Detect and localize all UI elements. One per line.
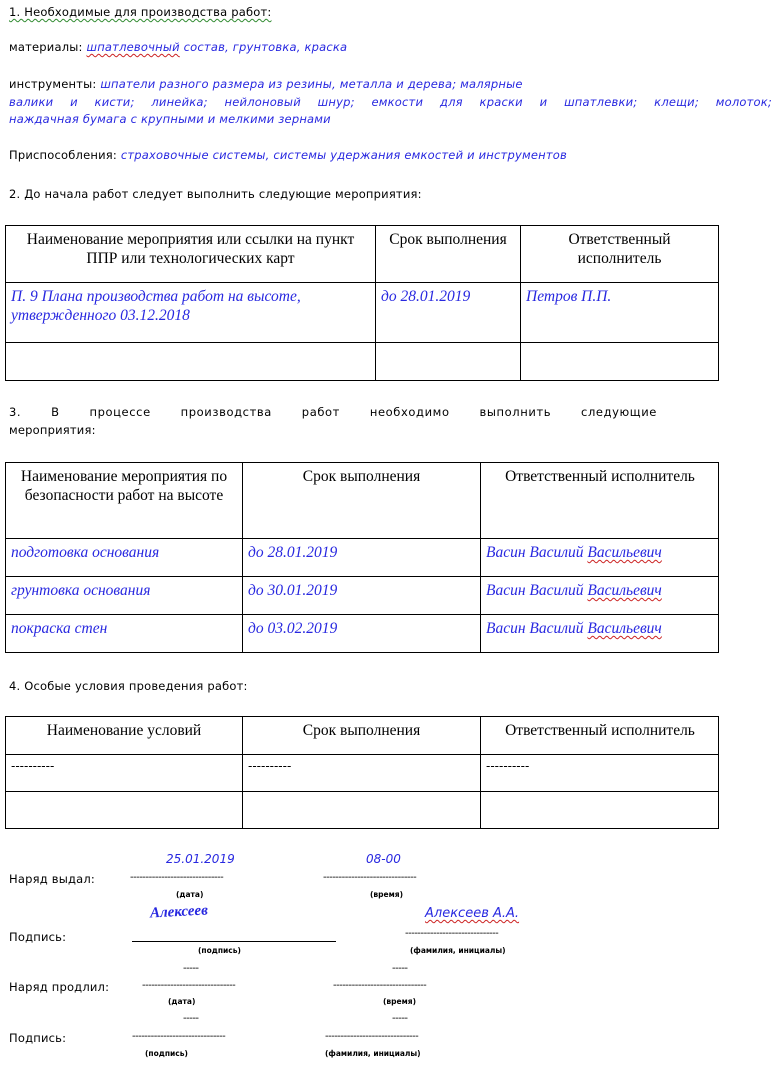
extended-time-line: ------------------------------	[333, 980, 427, 991]
dash-short: -----	[183, 1013, 199, 1024]
table-cell: ----------	[6, 755, 243, 792]
dash-short: -----	[392, 1013, 408, 1024]
table-row	[6, 343, 719, 381]
materials-line	[9, 40, 347, 54]
column-header: Ответственный исполнитель	[521, 226, 719, 283]
issued-date-line: ------------------------------	[130, 872, 224, 883]
issued-date-value: 25.01.2019	[166, 852, 235, 866]
table-row	[6, 577, 719, 615]
section3-heading-line1: 3. В процессе производства работ необходимо выполнить следующие	[9, 405, 657, 419]
table-cell: до 30.01.2019	[243, 577, 481, 615]
date-caption: (дата)	[176, 890, 204, 899]
column-header: Наименование мероприятия или ссылки на пункт ППР или технологических карт	[6, 226, 376, 283]
column-header: Срок выполнения	[243, 717, 481, 755]
tools-label: инструменты:	[9, 77, 97, 91]
issued-time-line: ------------------------------	[323, 872, 417, 883]
section2-heading: 2. До начала работ следует выполнить следующие мероприятия:	[9, 187, 422, 201]
table-cell: до 28.01.2019	[376, 283, 521, 343]
signer-name-value: Алексеев А.А.	[425, 906, 520, 921]
responsible-last: Васильевич	[587, 582, 662, 599]
materials-label: материалы:	[9, 40, 83, 54]
devices-label: Приспособления:	[9, 148, 117, 162]
table-row	[6, 539, 719, 577]
materials-value-2: состав, грунтовка, краска	[183, 40, 348, 54]
signature-line	[132, 941, 336, 942]
table-cell: грунтовка основания	[6, 577, 243, 615]
issued-label: Наряд выдал:	[9, 872, 95, 886]
table-cell	[6, 792, 243, 829]
table-header-row	[6, 463, 719, 539]
signature-caption: (подпись)	[145, 1049, 188, 1058]
extended-date-line: ------------------------------	[142, 980, 236, 991]
section4-table	[5, 716, 719, 829]
table-cell: до 28.01.2019	[243, 539, 481, 577]
column-header: Срок выполнения	[376, 226, 521, 283]
table-cell	[481, 577, 719, 615]
table-cell: П. 9 Плана производства работ на высоте, утвержденного 03.12.2018	[6, 283, 376, 343]
table-cell	[481, 539, 719, 577]
responsible-last: Васильевич	[587, 620, 662, 637]
section3-heading-line2: мероприятия:	[9, 423, 96, 437]
materials-value-1: шпатлевочный	[86, 40, 180, 54]
tools-value-line1: шпатели разного размера из резины, металла и дерева; малярные	[100, 77, 523, 91]
devices-value: страховочные системы, системы удержания емкостей и инструментов	[120, 148, 567, 162]
section4-heading: 4. Особые условия проведения работ:	[9, 679, 248, 693]
tools-value-line3: наждачная бумага с крупными и мелкими зернами	[9, 112, 331, 126]
table-cell	[243, 792, 481, 829]
table-row	[6, 755, 719, 792]
responsible-first: Васин Василий	[486, 620, 588, 637]
column-header: Ответственный исполнитель	[481, 463, 719, 539]
table-cell: Петров П.П.	[521, 283, 719, 343]
section1-heading: 1. Необходимые для производства работ:	[9, 5, 272, 19]
column-header: Ответственный исполнитель	[481, 717, 719, 755]
dash-short: -----	[392, 963, 408, 974]
table-cell: до 03.02.2019	[243, 615, 481, 653]
tools-line1	[9, 77, 523, 91]
section3-table	[5, 462, 719, 653]
name-caption: (фамилия, инициалы)	[325, 1049, 421, 1058]
table-cell: ----------	[243, 755, 481, 792]
column-header: Срок выполнения	[243, 463, 481, 539]
table-cell	[481, 615, 719, 653]
table-row	[6, 792, 719, 829]
signature1-label: Подпись:	[9, 930, 67, 944]
devices-line	[9, 148, 567, 162]
table-row	[6, 283, 719, 343]
table-cell	[6, 343, 376, 381]
signature2-label: Подпись:	[9, 1031, 67, 1045]
name-caption: (фамилия, инициалы)	[410, 946, 506, 955]
responsible-last: Васильевич	[587, 544, 662, 561]
table-cell: подготовка основания	[6, 539, 243, 577]
date-caption: (дата)	[168, 997, 196, 1006]
table-cell	[521, 343, 719, 381]
handwritten-signature: Алексеев	[149, 902, 209, 922]
signature-caption: (подпись)	[198, 946, 241, 955]
time-caption: (время)	[370, 890, 404, 899]
table-cell: покраска стен	[6, 615, 243, 653]
name-line: ------------------------------	[405, 928, 499, 939]
column-header: Наименование условий	[6, 717, 243, 755]
tools-value-line2: валики и кисти; линейка; нейлоновый шнур; емкости для краски и шпатлевки; клещи; молоток;	[9, 95, 772, 109]
section2-table	[5, 225, 719, 381]
table-cell	[376, 343, 521, 381]
time-caption: (время)	[383, 997, 417, 1006]
column-header: Наименование мероприятия по безопасности работ на высоте	[6, 463, 243, 539]
table-cell	[481, 792, 719, 829]
extended-label: Наряд продлил:	[9, 980, 110, 994]
signature2-line: ------------------------------	[132, 1031, 226, 1042]
table-row	[6, 615, 719, 653]
dash-short: -----	[183, 963, 199, 974]
table-header-row	[6, 717, 719, 755]
responsible-first: Васин Василий	[486, 582, 588, 599]
name2-line: ------------------------------	[325, 1031, 419, 1042]
table-header-row	[6, 226, 719, 283]
issued-time-value: 08-00	[366, 852, 401, 866]
table-cell: ----------	[481, 755, 719, 792]
responsible-first: Васин Василий	[486, 544, 588, 561]
